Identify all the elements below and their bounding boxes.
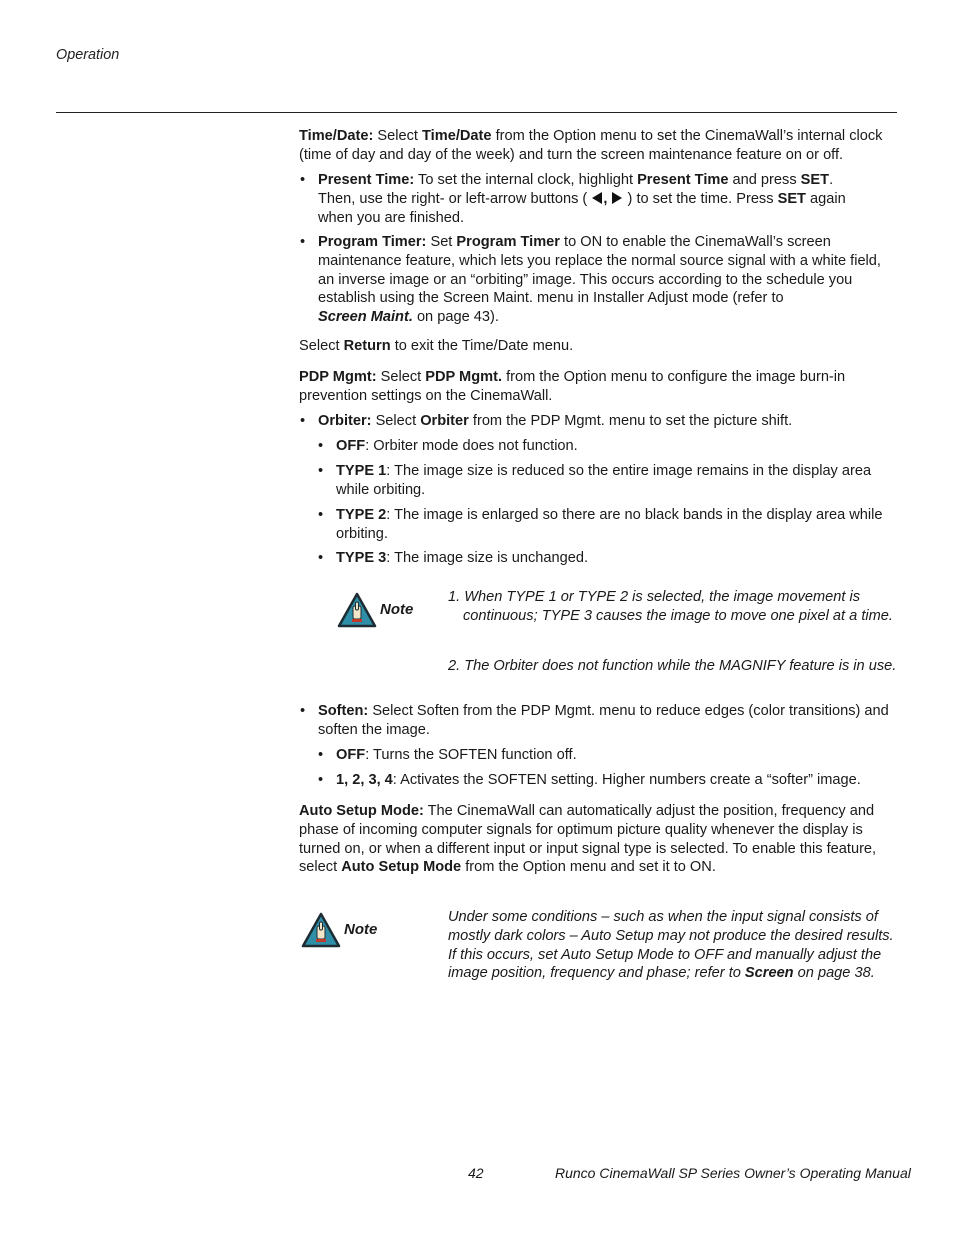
running-header: Operation [56,47,120,63]
orbiter-bullet: • Orbiter: Select Orbiter from the PDP Mgmt. menu to set the picture shift. [300,413,793,429]
auto-setup-paragraph: Auto Setup Mode: The CinemaWall can automatically adjust the position, frequency and phase of incoming computer signals for optimum picture quality whenever the display is turned on, or when a different input or input signal type is selected. To enable this feature, select Auto Setup Mode from the Option menu and set it to ON. [299,803,877,876]
return-paragraph: Select Return to exit the Time/Date menu. [299,338,574,354]
note-hand-warning-icon [337,592,377,628]
present-time-bullet: • Present Time: To set the internal clock, highlight Present Time and press SET. Then, use the right- or left-arrow buttons ( , ) to set the time. Press SET again when you are finished. [300,172,846,226]
right-arrow-icon [611,192,623,204]
list-item: • OFF: Turns the SOFTEN function off. [318,747,577,763]
auto-setup-heading: Auto Setup Mode: [299,803,424,819]
list-item: • 1, 2, 3, 4: Activates the SOFTEN setting. Higher numbers create a “softer” image. [318,772,861,788]
footer-title: Runco CinemaWall SP Series Owner’s Operating Manual [555,1165,911,1181]
list-item: • TYPE 2: The image is enlarged so there are no black bands in the display area while orbiting. [318,507,883,542]
program-timer-bullet: • Program Timer: Set Program Timer to ON to enable the CinemaWall’s screen maintenance feature, which lets you replace the normal source signal with a white field, an inverse image or an “orbiting” image. This occurs according to the schedule you establish using the Screen Maint. menu in Installer Adjust mode (refer to Screen Maint. on page 43). [300,234,881,326]
soften-bullet: • Soften: Select Soften from the PDP Mgmt. menu to reduce edges (color transitions) and soften the image. [300,703,889,738]
note-item: 1. When TYPE 1 or TYPE 2 is selected, the image movement is continuous; TYPE 3 causes the image to move one pixel at a time. [448,589,893,624]
list-item: • TYPE 1: The image size is reduced so the entire image remains in the display area while orbiting. [318,463,872,498]
list-item: • OFF: Orbiter mode does not function. [318,438,578,454]
time-date-heading: Time/Date: [299,128,374,144]
screen-maint-link[interactable]: Screen Maint. [318,309,413,326]
note-item: 2. The Orbiter does not function while the MAGNIFY feature is in use. [448,658,897,674]
pdp-mgmt-heading: PDP Mgmt: [299,369,377,385]
pdp-mgmt-paragraph: PDP Mgmt: Select PDP Mgmt. from the Option menu to configure the image burn-in prevention settings on the CinemaWall. [299,369,846,404]
page-number: 42 [468,1165,484,1181]
note-text: Under some conditions – such as when the input signal consists of mostly dark colors – Auto Setup may not produce the desired results. If this occurs, set Auto Setup Mode to OFF and manually adjust the image position, frequency and phase; refer to Screen on page 38. [448,909,894,982]
note-label: Note [344,921,378,938]
time-date-paragraph: Time/Date: Select Time/Date from the Option menu to set the CinemaWall’s internal clock (time of day and day of the week) and turn the screen maintenance feature on or off. [299,128,883,163]
header-rule [56,112,897,113]
list-item: • TYPE 3: The image size is unchanged. [318,550,589,566]
note-label: Note [380,601,414,618]
screen-link[interactable]: Screen [744,965,794,982]
left-arrow-icon [591,192,603,204]
note-hand-warning-icon [301,912,341,948]
